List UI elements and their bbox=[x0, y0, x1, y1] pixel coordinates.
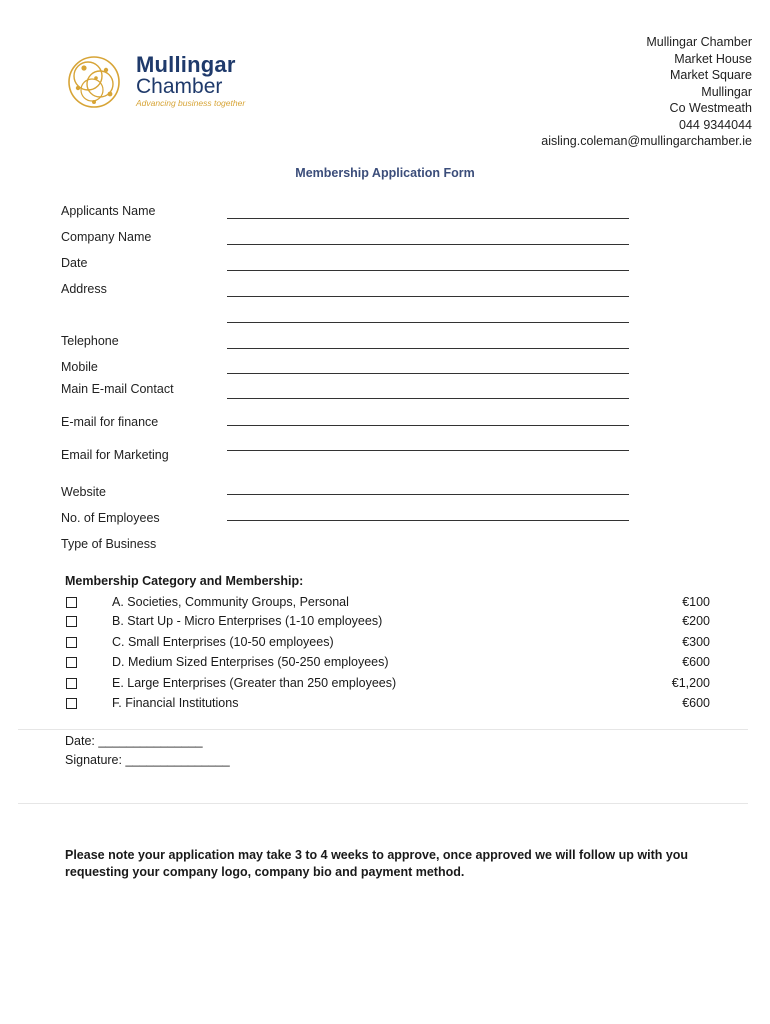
business-type-label: Type of Business bbox=[61, 537, 157, 551]
category-e-checkbox[interactable] bbox=[66, 678, 77, 689]
employees-field[interactable] bbox=[227, 520, 629, 521]
category-a-price: €100 bbox=[682, 595, 710, 609]
marketing-email-field[interactable] bbox=[227, 450, 629, 451]
address-field-line2[interactable] bbox=[227, 322, 629, 323]
address-line: Market Square bbox=[670, 68, 752, 82]
approval-note: Please note your application may take 3 to 4 weeks to approve, once approved we will follow up with you requesting your company logo, company bio and payment method. bbox=[65, 848, 689, 879]
finance-email-field[interactable] bbox=[227, 425, 629, 426]
applicant-name-label: Applicants Name bbox=[61, 204, 156, 218]
address-block bbox=[541, 34, 752, 150]
category-c-price: €300 bbox=[682, 635, 710, 649]
address-line: Mullingar Chamber bbox=[646, 35, 752, 49]
category-heading: Membership Category and Membership: bbox=[65, 574, 304, 588]
mobile-field[interactable] bbox=[227, 373, 629, 374]
address-line: Mullingar bbox=[701, 84, 752, 99]
category-b-price: €200 bbox=[682, 614, 710, 628]
address-phone: 044 9344044 bbox=[679, 117, 752, 132]
date-label: Date bbox=[61, 256, 88, 270]
marketing-email-label: Email for Marketing bbox=[61, 448, 169, 462]
category-e-label: E. Large Enterprises (Greater than 250 employees) bbox=[112, 676, 397, 690]
date-signoff-field[interactable]: Date: _______________ bbox=[65, 734, 203, 748]
category-e-price: €1,200 bbox=[671, 676, 710, 690]
form-title: Membership Application Form bbox=[295, 166, 475, 180]
employees-label: No. of Employees bbox=[61, 511, 160, 525]
website-field[interactable] bbox=[227, 494, 629, 495]
date-field[interactable] bbox=[227, 270, 629, 271]
chamber-logo-emblem bbox=[66, 54, 126, 110]
applicant-name-field[interactable] bbox=[227, 218, 629, 219]
category-c-label: C. Small Enterprises (10-50 employees) bbox=[112, 635, 334, 649]
logo-name-line1: Mullingar bbox=[136, 52, 236, 77]
signature-field[interactable]: Signature: _______________ bbox=[65, 753, 230, 767]
category-b-checkbox[interactable] bbox=[66, 616, 77, 627]
telephone-label: Telephone bbox=[61, 334, 119, 348]
logo-name-line2: Chamber bbox=[136, 75, 223, 98]
address-line: Co Westmeath bbox=[669, 101, 752, 115]
company-name-label: Company Name bbox=[61, 230, 152, 244]
divider bbox=[18, 803, 748, 804]
category-c-checkbox[interactable] bbox=[66, 637, 77, 648]
category-d-label: D. Medium Sized Enterprises (50-250 employees) bbox=[112, 655, 389, 669]
category-f-price: €600 bbox=[682, 696, 710, 710]
category-d-checkbox[interactable] bbox=[66, 657, 77, 668]
address-field-line1[interactable] bbox=[227, 296, 629, 297]
telephone-field[interactable] bbox=[227, 348, 629, 349]
company-name-field[interactable] bbox=[227, 244, 629, 245]
category-a-checkbox[interactable] bbox=[66, 597, 77, 608]
category-b-label: B. Start Up - Micro Enterprises (1-10 employees) bbox=[112, 614, 383, 628]
address-label: Address bbox=[61, 282, 107, 296]
category-d-price: €600 bbox=[682, 655, 710, 669]
divider bbox=[18, 729, 748, 730]
category-f-label: F. Financial Institutions bbox=[112, 696, 239, 710]
logo-tagline: Advancing business together bbox=[136, 98, 246, 108]
website-label: Website bbox=[61, 485, 106, 499]
category-f-checkbox[interactable] bbox=[66, 698, 77, 709]
main-email-field[interactable] bbox=[227, 398, 629, 399]
address-email: aisling.coleman@mullingarchamber.ie bbox=[541, 134, 752, 148]
mobile-label: Mobile bbox=[61, 360, 98, 374]
finance-email-label: E-mail for finance bbox=[61, 415, 159, 429]
main-email-label: Main E-mail Contact bbox=[61, 382, 174, 396]
address-line: Market House bbox=[674, 51, 752, 66]
category-a-label: A. Societies, Community Groups, Personal bbox=[112, 595, 349, 609]
